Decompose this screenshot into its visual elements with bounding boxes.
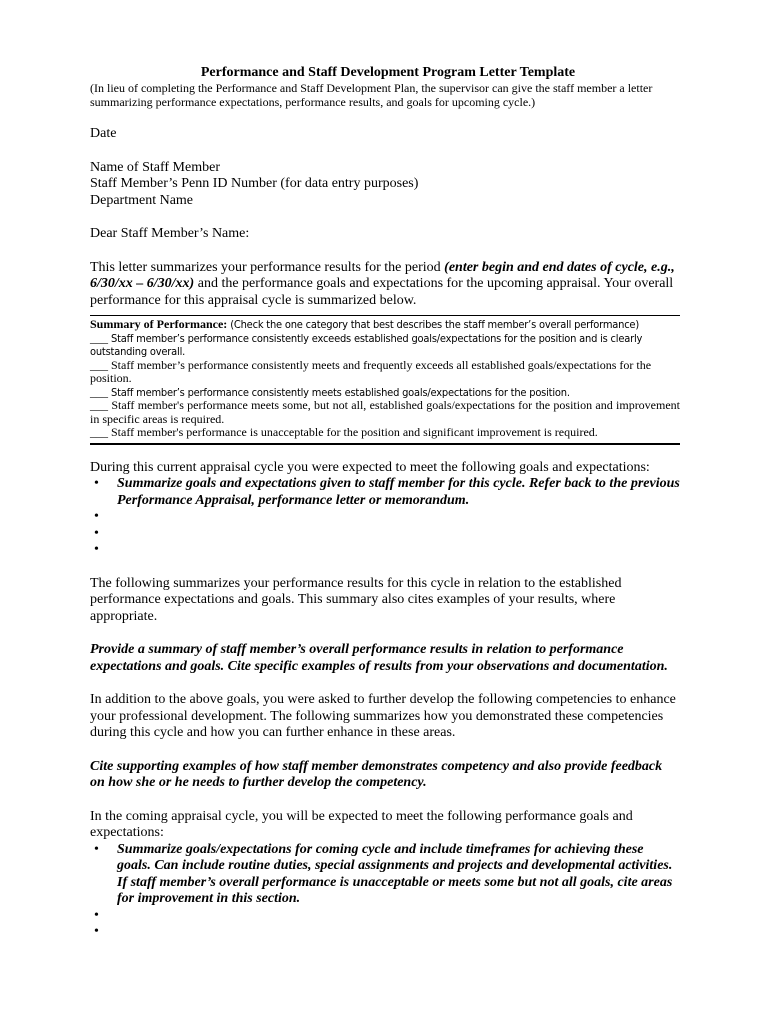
summary-option[interactable]: ___ Staff member's performance meets some, but not all, established goals/expectations for the position and improvement in specific areas is required.: [90, 398, 681, 426]
summary-header: Summary of Performance: (Check the one category that best describes the staff member’s overall performance): [90, 317, 639, 331]
intro-note: (In lieu of completing the Performance and Staff Development Plan, the supervisor can give the staff member a letter summarizing performance expectations, performance results, and goals for upcoming cycle.): [90, 81, 653, 109]
list-item: • Summarize goals and expectations given to staff member for this cycle. Refer back to the previous Performance Appraisal, performance letter or memorandum.: [94, 476, 680, 508]
competencies-paragraph: In addition to the above goals, you were asked to further develop the following competencies to enhance your professional development. The following summarizes how you demonstrated these competencies during this cycle and how you can further enhance in these areas.: [90, 692, 676, 740]
summary-option[interactable]: ___ Staff member’s performance consistently meets established goals/expectations for the position.: [90, 384, 570, 399]
department-field: Department Name: [90, 192, 194, 208]
current-goals-list: [90, 476, 680, 559]
competencies-instruction: Cite supporting examples of how staff member demonstrates competency and also provide feedback on how she or he needs to further develop the competency.: [90, 758, 663, 790]
penn-id-field: Staff Member’s Penn ID Number (for data entry purposes): [90, 176, 419, 191]
coming-goals-list: [90, 842, 680, 941]
summary-option[interactable]: ___ Staff member’s performance consistently exceeds established goals/expectations for the position and is clearly outstanding overall.: [90, 330, 643, 358]
date-field: Date: [90, 126, 117, 141]
list-item: •: [94, 907, 99, 923]
results-instruction: Provide a summary of staff member’s overall performance results in relation to performance expectations and goals. Cite specific examples of results from your observations and documentation.: [90, 642, 668, 674]
coming-cycle-paragraph: In the coming appraisal cycle, you will be expected to meet the following performance goals and expectations:: [90, 808, 633, 840]
intro-paragraph: This letter summarizes your performance results for the period (enter begin and end dates of cycle, e.g., 6/30/xx – 6/30/xx) and the performance goals and expectations for the upcoming appraisal. Your overall performance for this appraisal cycle is summarized below.: [90, 259, 675, 308]
list-item: •: [94, 542, 99, 557]
document-title: Performance and Staff Development Program Letter Template: [200, 65, 576, 80]
summary-option[interactable]: ___ Staff member’s performance consistently meets and frequently exceeds all established goals/expectations for the position.: [90, 357, 652, 385]
list-item: •: [94, 509, 99, 524]
salutation: Dear Staff Member’s Name:: [90, 226, 250, 241]
results-paragraph: The following summarizes your performance results for this cycle in relation to the established performance expectations and goals. This summary also cites examples of your results, where appropriate.: [90, 575, 622, 624]
list-item: •: [94, 924, 99, 939]
staff-name-field: Name of Staff Member: [90, 159, 220, 175]
cycle-dates-placeholder: (enter begin and end dates of cycle, e.g., 6/30/xx – 6/30/xx): [90, 259, 675, 291]
list-item: •: [94, 525, 99, 541]
summary-option[interactable]: ___ Staff member's performance is unacceptable for the position and significant improvement is required.: [90, 425, 598, 439]
list-item: • Summarize goals/expectations for coming cycle and include timeframes for achieving these goals. Can include routine duties, special assignments and projects and developmental activities. If staff member’s overall performance is unacceptable or meets some but not all goals, cite areas for improvement in this section.: [94, 841, 673, 906]
current-goals-paragraph: During this current appraisal cycle you were expected to meet the following goals and expectations:: [90, 459, 650, 475]
performance-summary-box: [90, 315, 680, 445]
